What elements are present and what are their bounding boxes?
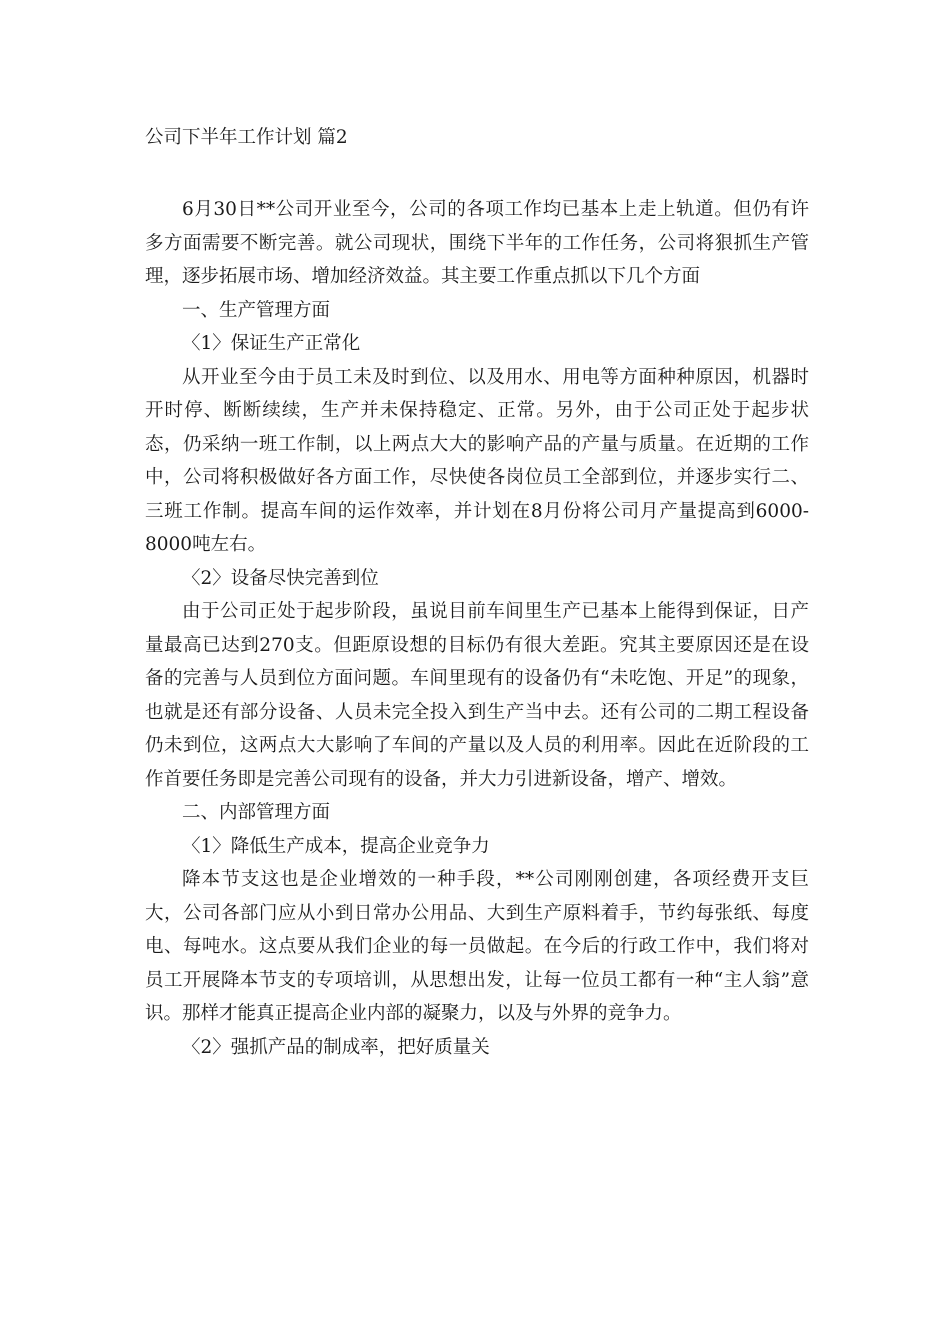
paragraph-intro: 6月30日**公司开业至今，公司的各项工作均已基本上走上轨道。但仍有许多方面需要不断完善。就公司现状，围绕下半年的工作任务，公司将狠抓生产管理，逐步拓展市场、增加经济效益。其主要工作重点抓以下几个方面	[145, 199, 809, 287]
subheading-reduce-cost: 〈1〉降低生产成本，提高企业竞争力	[182, 835, 490, 857]
document-title: 公司下半年工作计划 篇2	[145, 127, 348, 148]
section-heading-internal-management: 二、内部管理方面	[182, 802, 331, 823]
section-heading-production: 一、生产管理方面	[182, 299, 331, 321]
paragraph-normal-production: 从开业至今由于员工未及时到位、以及用水、用电等方面种种原因，机器时开时停、断断续续，生产并未保持稳定、正常。另外，由于公司正处于起步状态，仍采纳一班工作制，以上两点大大的影响产品的产量与质量。在近期的工作中，公司将积极做好各方面工作，尽快使各岗位员工全部到位，并逐步实行二、三班工作制。提高车间的运作效率，并计划在8月份将公司月产量提高到6000-8000吨左右。	[145, 366, 809, 555]
subheading-equipment: 〈2〉设备尽快完善到位	[182, 567, 379, 589]
subheading-quality: 〈2〉强抓产品的制成率，把好质量关	[182, 1036, 490, 1058]
paragraph-reduce-cost: 降本节支这也是企业增效的一种手段，**公司刚刚创建，各项经费开支巨大，公司各部门应从小到日常办公用品、大到生产原料着手，节约每张纸、每度电、每吨水。这点要从我们企业的每一员做起。在今后的行政工作中，我们将对员工开展降本节支的专项培训，从思想出发，让每一位员工都有一种“主人翁”意识。那样才能真正提高企业内部的凝聚力，以及与外界的竞争力。	[145, 869, 809, 1024]
subheading-normal-production: 〈1〉保证生产正常化	[182, 333, 361, 354]
paragraph-equipment: 由于公司正处于起步阶段，虽说目前车间里生产已基本上能得到保证，日产量最高已达到270支。但距原设想的目标仍有很大差距。究其主要原因还是在设备的完善与人员到位方面问题。车间里现有的设备仍有“未吃饱、开足”的现象，也就是还有部分设备、人员未完全投入到生产当中去。还有公司的二期工程设备仍未到位，这两点大大影响了车间的产量以及人员的利用率。因此在近阶段的工作首要任务即是完善公司现有的设备，并大力引进新设备，增产、增效。	[145, 601, 809, 790]
document-body	[145, 193, 809, 1064]
